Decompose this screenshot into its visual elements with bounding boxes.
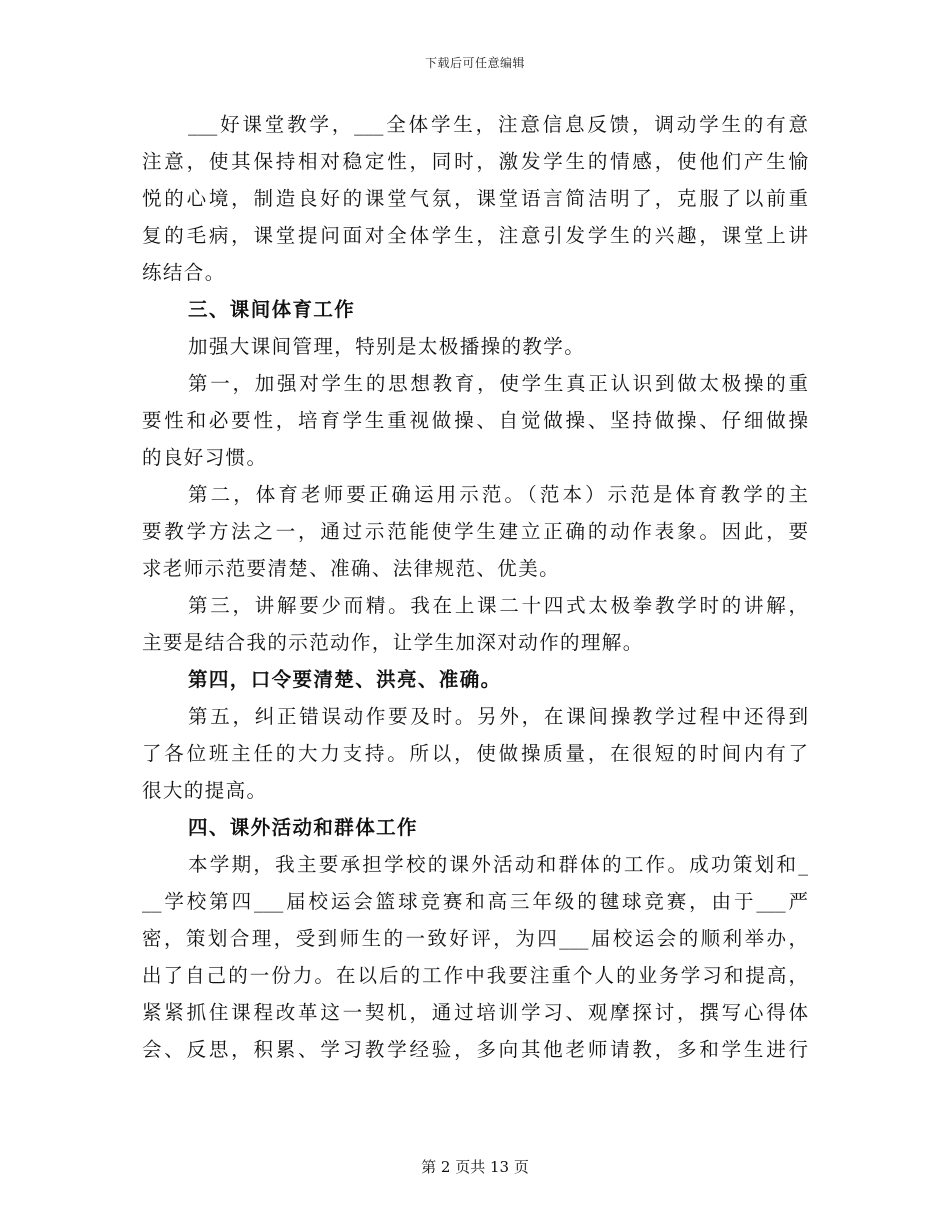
paragraph-line: 很大的提高。 (142, 779, 268, 802)
paragraph-line: 要教学方法之一，通过示范能使学生建立正确的动作表象。因此，要 (142, 520, 808, 543)
paragraph-line: 本学期，我主要承担学校的课外活动和群体的工作。成功策划和_ (188, 853, 808, 876)
paragraph-line: 加强大课间管理，特别是太极播操的教学。 (188, 335, 586, 358)
section-heading: 四、课外活动和群体工作 (188, 816, 418, 839)
paragraph-line: 第三，讲解要少而精。我在上课二十四式太极拳教学时的讲解， (188, 594, 808, 617)
paragraph-line: 出了自己的一份力。在以后的工作中我要注重个人的业务学习和提高， (142, 964, 808, 987)
paragraph-line: 密，策划合理，受到师生的一致好评，为四___届校运会的顺利举办， (142, 927, 808, 950)
section-heading: 第四，口令要清楚、洪亮、准确。 (188, 668, 502, 691)
paragraph-line: ___好课堂教学，___全体学生，注意信息反馈，调动学生的有意 (188, 113, 808, 136)
paragraph-line: 的良好习惯。 (142, 446, 268, 469)
paragraph-line: 紧紧抓住课程改革这一契机，通过培训学习、观摩探讨，撰写心得体 (142, 1001, 808, 1024)
paragraph-line: 练结合。 (142, 261, 226, 284)
paragraph-line: 悦的心境，制造良好的课堂气氛，课堂语言简洁明了，克服了以前重 (142, 187, 808, 210)
paragraph-line: 了各位班主任的大力支持。所以，使做操质量，在很短的时间内有了 (142, 742, 808, 765)
paragraph-line: __学校第四___届校运会篮球竞赛和高三年级的毽球竞赛，由于___严 (142, 890, 808, 913)
paragraph-line: 要性和必要性，培育学生重视做操、自觉做操、坚持做操、仔细做操 (142, 409, 808, 432)
paragraph-line: 复的毛病，课堂提问面对全体学生，注意引发学生的兴趣，课堂上讲 (142, 224, 808, 247)
page-number: 第 2 页共 13 页 (421, 1158, 529, 1176)
page-header: 下载后可任意编辑 (424, 56, 525, 70)
paragraph-line: 会、反思，积累、学习教学经验，多向其他老师请教，多和学生进行 (142, 1038, 808, 1061)
paragraph-line: 第五，纠正错误动作要及时。另外，在课间操教学过程中还得到 (188, 705, 808, 728)
paragraph-line: 第二，体育老师要正确运用示范。（范本）示范是体育教学的主 (188, 483, 808, 506)
paragraph-line: 注意，使其保持相对稳定性，同时，激发学生的情感，使他们产生愉 (142, 150, 808, 173)
section-heading: 三、课间体育工作 (188, 298, 356, 321)
paragraph-line: 第一，加强对学生的思想教育，使学生真正认识到做太极操的重 (188, 372, 808, 395)
document-body (142, 106, 808, 1068)
paragraph-line: 求老师示范要清楚、准确、法律规范、优美。 (142, 557, 561, 580)
paragraph-line: 主要是结合我的示范动作，让学生加深对动作的理解。 (142, 631, 644, 654)
